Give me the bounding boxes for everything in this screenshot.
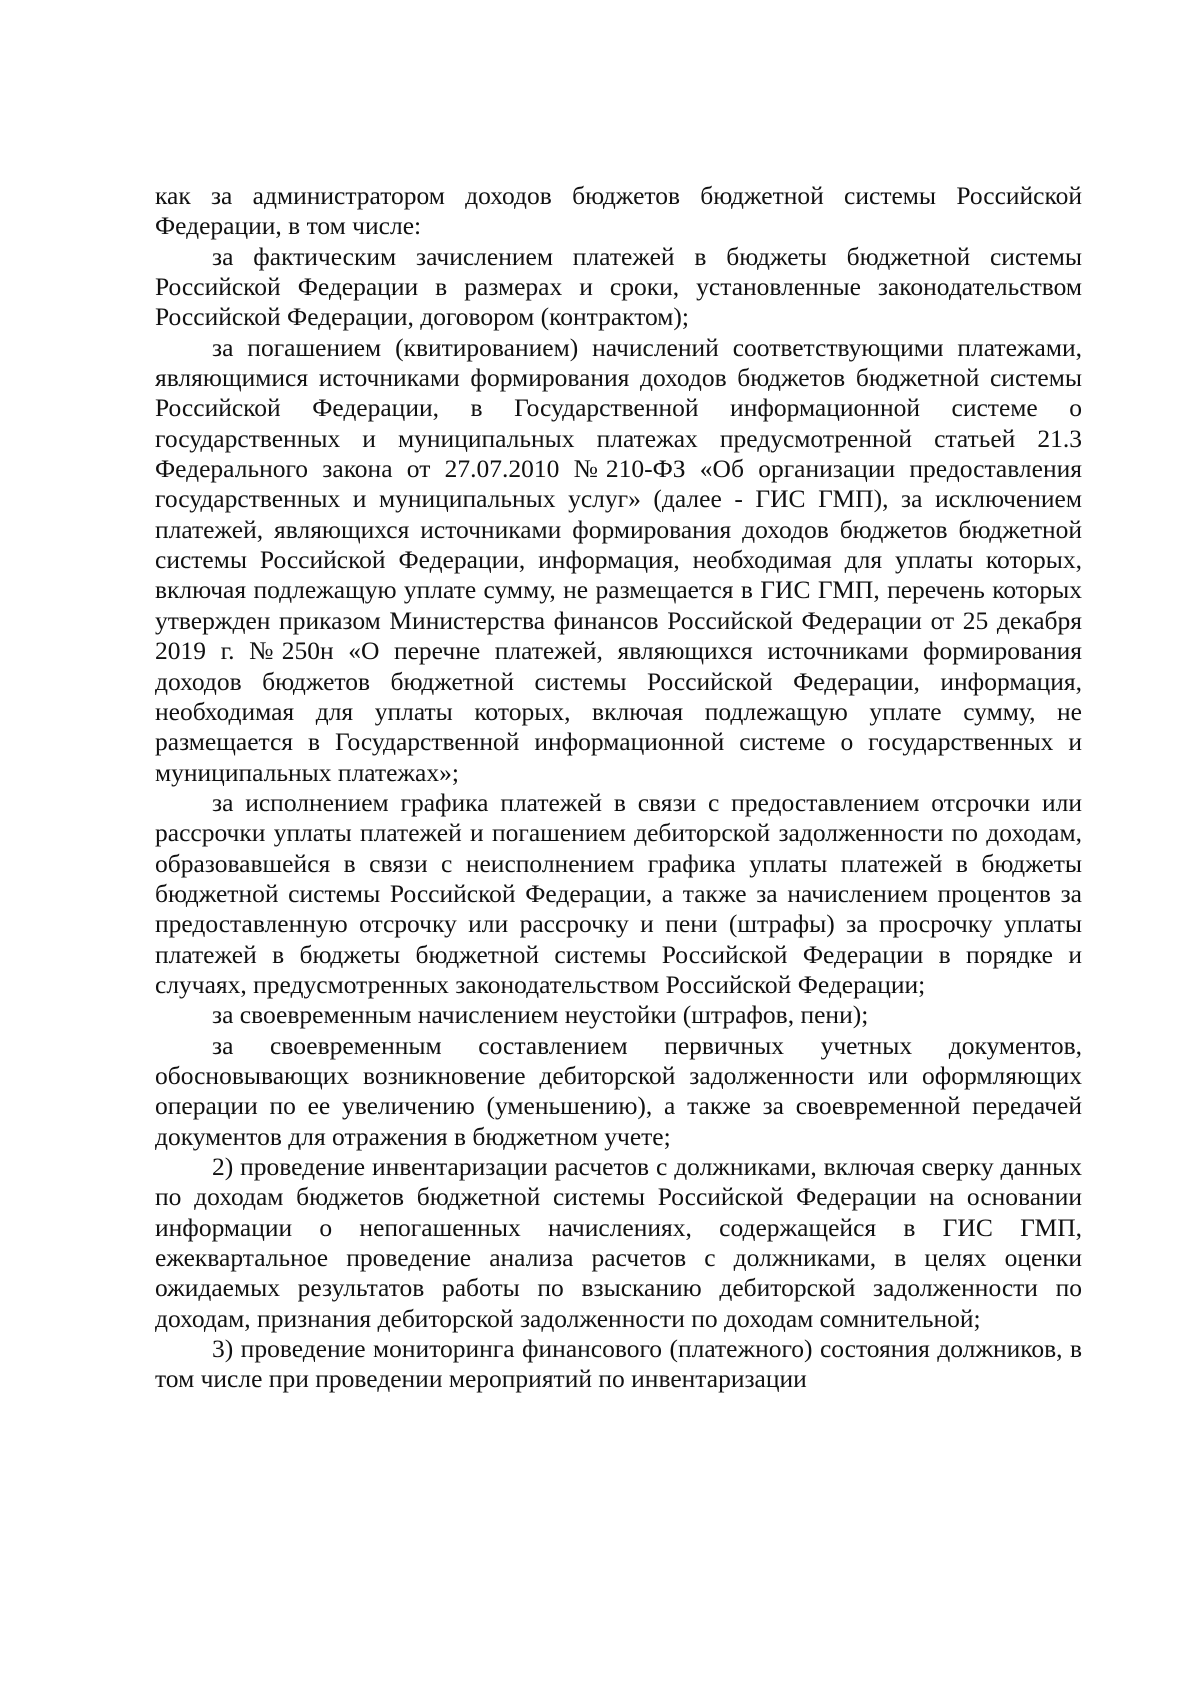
paragraph-payment-schedule: за исполнением графика платежей в связи с предоставлением отсрочки или рассрочки уплаты платежей и погашением дебиторской задолженности по доходам, образовавшейся в связи с неисполнением графика уплаты платежей в бюджеты бюджетной системы Российской Федерации, а также за начислением процентов за предоставленную отсрочку или рассрочку и пени (штрафы) за просрочку уплаты платежей в бюджеты бюджетной системы Российской Федерации в порядке и случаях, предусмотренных законодательством Российской Федерации; — [155, 787, 1082, 999]
paragraph-item-2-inventory: 2) проведение инвентаризации расчетов с должниками, включая сверку данных по доходам бюджетов бюджетной системы Российской Федерации на основании информации о непогашенных начислениях, содержащейся в ГИС ГМП, ежеквартальное проведение анализа расчетов с должниками, в целях оценки ожидаемых результатов работы по взысканию дебиторской задолженности по доходам, признания дебиторской задолженности по доходам сомнительной; — [155, 1152, 1082, 1333]
paragraph-repayment-gis-gmp: за погашением (квитированием) начислений соответствующими платежами, являющимися источниками формирования доходов бюджетов бюджетной системы Российской Федерации, в Государственной информационной системе о государственных и муниципальных платежах предусмотренной статьей 21.3 Федерального закона от 27.07.2010 №210-ФЗ «Об организации предоставления государственных и муниципальных услуг» (далее - ГИС ГМП), за исключением платежей, являющихся источниками формирования доходов бюджетов бюджетной системы Российской Федерации, информация, необходимая для уплаты которых, включая подлежащую уплате сумму, не размещается в ГИС ГМП, перечень которых утвержден приказом Министерства финансов Российской Федерации от 25 декабря 2019 г. №250н «О перечне платежей, являющихся источниками формирования доходов бюджетов бюджетной системы Российской Федерации, информация, необходимая для уплаты которых, включая подлежащую уплате сумму, не размещается в Государственной информационной системе о государственных и муниципальных платежах»; — [155, 332, 1082, 787]
paragraph-primary-documents: за своевременным составлением первичных учетных документов, обосновывающих возникновение дебиторской задолженности или оформляющих операции по ее увеличению (уменьшению), а также за своевременной передачей документов для отражения в бюджетном учете; — [155, 1030, 1082, 1151]
paragraph-intro: как за администратором доходов бюджетов бюджетной системы Российской Федерации, в том числе: — [155, 181, 1082, 241]
paragraph-actual-crediting: за фактическим зачислением платежей в бюджеты бюджетной системы Российской Федерации в размерах и сроки, установленные законодательством Российской Федерации, договором (контрактом); — [155, 241, 1082, 332]
document-body — [155, 181, 1082, 1395]
paragraph-item-3-monitoring: 3) проведение мониторинга финансового (платежного) состояния должников, в том числе при проведении мероприятий по инвентаризации — [155, 1334, 1082, 1394]
paragraph-penalty-accrual: за своевременным начислением неустойки (штрафов, пени); — [212, 1000, 869, 1030]
